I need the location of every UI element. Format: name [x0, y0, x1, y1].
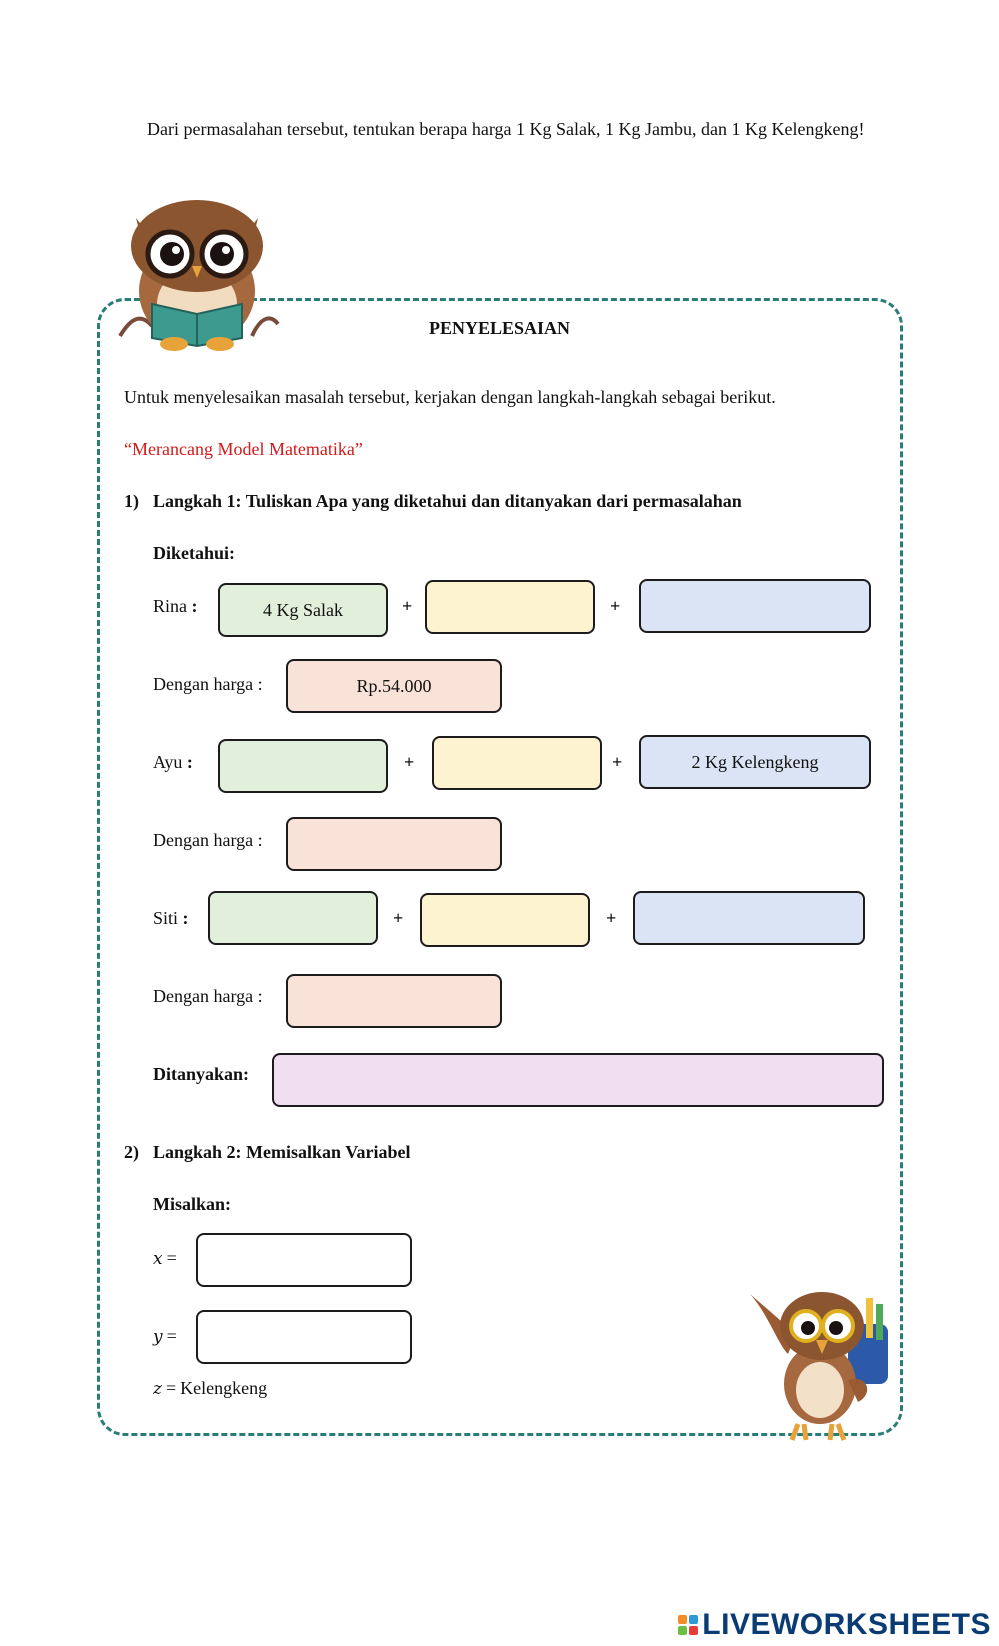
siti-salak-field[interactable]: [208, 891, 378, 945]
ayu-kelengkeng-field[interactable]: 2 Kg Kelengkeng: [639, 735, 871, 789]
rina-jambu-field[interactable]: [425, 580, 595, 634]
siti-label: Siti :: [153, 908, 189, 928]
step2-number: 2): [124, 1142, 139, 1162]
instruction-text: Untuk menyelesaikan masalah tersebut, kerjakan dengan langkah-langkah sebagai berikut.: [124, 387, 776, 407]
asked-label: Ditanyakan:: [153, 1064, 250, 1084]
logo-icon: [678, 1615, 698, 1635]
rina-kelengkeng-field[interactable]: [639, 579, 871, 633]
var-x-field[interactable]: [196, 1233, 412, 1287]
intro-text: Dari permasalahan tersebut, tentukan berapa harga 1 Kg Salak, 1 Kg Jambu, dan 1 Kg Kelengkeng!: [147, 119, 865, 139]
step2-title: Langkah 2: Memisalkan Variabel: [153, 1142, 411, 1162]
section-heading: “Merancang Model Matematika”: [124, 439, 363, 459]
plus-sign: +: [402, 596, 413, 616]
var-x-label: x =: [153, 1248, 177, 1269]
plus-sign: +: [612, 752, 623, 772]
step1-title: Langkah 1: Tuliskan Apa yang diketahui dan ditanyakan dari permasalahan: [153, 491, 742, 511]
page-title: PENYELESAIAN: [428, 318, 571, 338]
step1-number: 1): [124, 491, 139, 511]
siti-jambu-field[interactable]: [420, 893, 590, 947]
ayu-salak-field[interactable]: [218, 739, 388, 793]
ayu-jambu-field[interactable]: [432, 736, 602, 790]
rina-label: Rina :: [153, 596, 198, 616]
price-label: Dengan harga :: [153, 830, 263, 850]
rina-price-field[interactable]: Rp.54.000: [286, 659, 502, 713]
price-label: Dengan harga :: [153, 986, 263, 1006]
plus-sign: +: [393, 908, 404, 928]
plus-sign: +: [610, 596, 621, 616]
asked-field[interactable]: [272, 1053, 884, 1107]
rina-salak-field[interactable]: 4 Kg Salak: [218, 583, 388, 637]
known-label: Diketahui:: [153, 543, 236, 563]
plus-sign: +: [606, 908, 617, 928]
price-label: Dengan harga :: [153, 674, 263, 694]
var-y-label: y =: [153, 1326, 177, 1347]
standing-owl-illustration: [748, 1284, 904, 1444]
let-label: Misalkan:: [153, 1194, 232, 1214]
var-z-label: z = Kelengkeng: [153, 1378, 268, 1399]
var-y-field[interactable]: [196, 1310, 412, 1364]
siti-price-field[interactable]: [286, 974, 502, 1028]
plus-sign: +: [404, 752, 415, 772]
ayu-label: Ayu :: [153, 752, 193, 772]
ayu-price-field[interactable]: [286, 817, 502, 871]
siti-kelengkeng-field[interactable]: [633, 891, 865, 945]
liveworksheets-logo: LIVEWORKSHEETS: [678, 1608, 991, 1642]
